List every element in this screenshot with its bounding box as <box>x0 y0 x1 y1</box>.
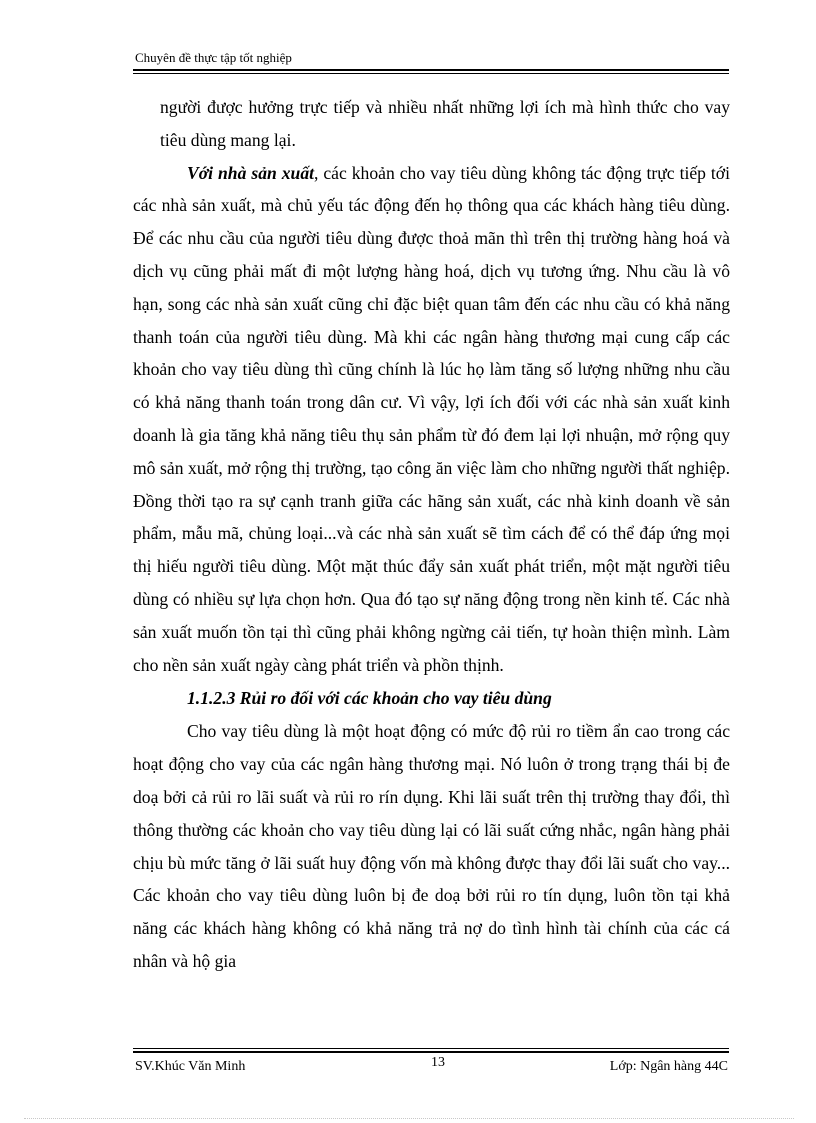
header-rule-thick <box>133 69 729 71</box>
section-heading: 1.1.2.3 Rủi ro đối với các khoản cho vay tiêu dùng <box>187 688 552 709</box>
footer-rule-thick <box>133 1051 729 1053</box>
header-rule-thin <box>133 73 729 74</box>
page-number: 13 <box>431 1055 445 1070</box>
page-edge-divider <box>24 1118 794 1119</box>
footer-class: Lớp: Ngân hàng 44C <box>609 1059 728 1074</box>
paragraph-lead-phrase: Với nhà sản xuất <box>187 162 315 183</box>
paragraph-producers <box>133 157 730 682</box>
page-header-title: Chuyên đề thực tập tốt nghiệp <box>135 50 292 65</box>
footer-rule-thin <box>133 1048 729 1049</box>
paragraph-continued: người được hưởng trực tiếp và nhiều nhất những lợi ích mà hình thức cho vay tiêu dùng mang lại. <box>160 97 730 150</box>
paragraph-risk: Cho vay tiêu dùng là một hoạt động có mức độ rủi ro tiềm ẩn cao trong các hoạt động cho vay của các ngân hàng thương mại. Nó luôn ở trong trạng thái bị đe doạ bởi cả rủi ro lãi suất và rủi ro rín dụng. Khi lãi suất trên thị trường thay đổi, thì thông thường các khoản cho vay tiêu dùng lại có lãi suất cứng nhắc, ngân hàng phải chịu bù mức tăng ở lãi suất huy động vốn mà không được thay đổi lãi suất cho vay... Các khoản cho vay tiêu dùng luôn bị đe doạ bởi rủi ro tín dụng, luôn tồn tại khả năng các khách hàng không có khả năng trả nợ do tình hình tài chính của các cá nhân và hộ gia <box>133 721 730 971</box>
page-body <box>133 91 730 978</box>
paragraph-producers-text: , các khoản cho vay tiêu dùng không tác động trực tiếp tới các nhà sản xuất, mà chủ yếu tác động đến họ thông qua các khách hàng tiêu dùng. Để các nhu cầu của người tiêu dùng được thoả mãn thì trên thị trường hàng hoá và dịch vụ cũng phải mất đi một lượng hàng hoá, dịch vụ tương ứng. Nhu cầu là vô hạn, song các nhà sản xuất cũng chỉ đặc biệt quan tâm đến các nhu cầu có khả năng thanh toán của người tiêu dùng. Mà khi các ngân hàng thương mại cung cấp các khoản cho vay tiêu dùng thì cũng chính là lúc họ làm tăng số lượng những nhu cầu có khả năng thanh toán trong dân cư. Vì vậy, lợi ích đối với các nhà sản xuất kinh doanh là gia tăng khả năng tiêu thụ sản phẩm từ đó đem lại lợi nhuận, mở rộng quy mô sản xuất, mở rộng thị trường, tạo công ăn việc làm cho những người thất nghiệp. Đồng thời tạo ra sự cạnh tranh giữa các hãng sản xuất, các nhà kinh doanh về sản phẩm, mẫu mã, chủng loại...và các nhà sản xuất sẽ tìm cách để có thể đáp ứng mọi thị hiếu người tiêu dùng. Một mặt thúc đẩy sản xuất phát triển, một mặt người tiêu dùng có nhiều sự lựa chọn hơn. Qua đó tạo sự năng động trong nền kinh tế. Các nhà sản xuất muốn tồn tại thì cũng phải không ngừng cải tiến, tự hoàn thiện mình. Làm cho nền sản xuất ngày càng phát triển và phồn thịnh. <box>133 162 730 675</box>
footer-author: SV.Khúc Văn Minh <box>135 1059 246 1074</box>
